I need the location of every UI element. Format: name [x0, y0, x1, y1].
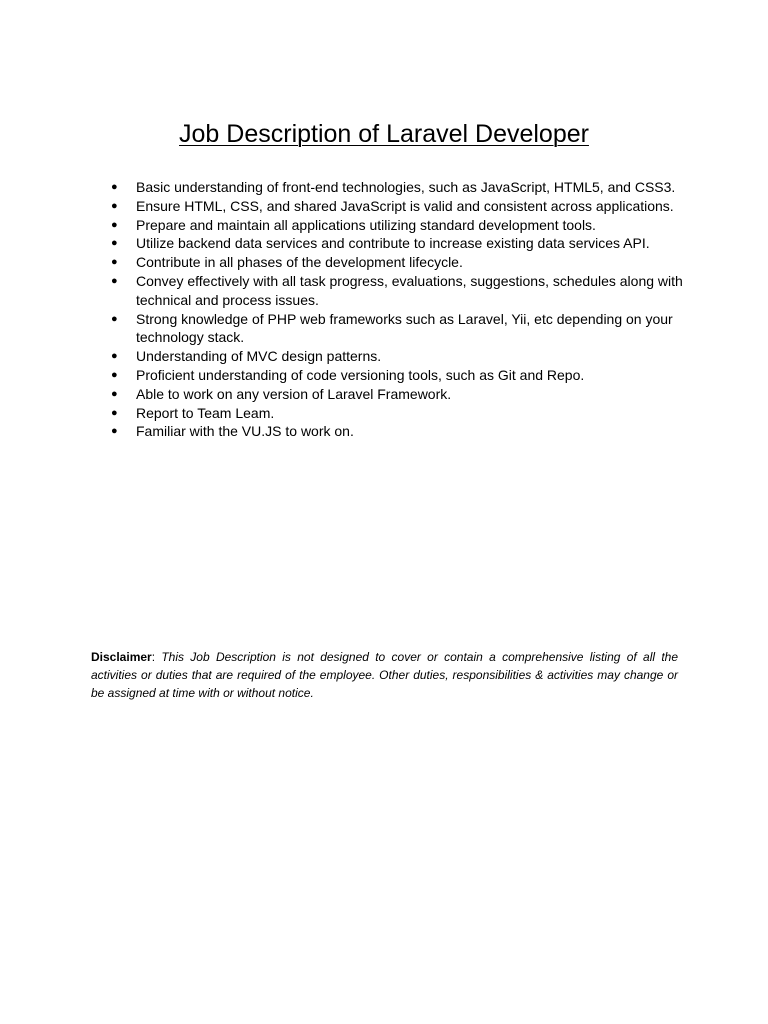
bullet-icon: ●	[111, 350, 118, 363]
duty-text: Utilize backend data services and contribute to increase existing data services API.	[136, 235, 650, 252]
list-item	[106, 178, 706, 197]
bullet-icon: ●	[111, 387, 118, 400]
duty-text: Strong knowledge of PHP web frameworks such as Laravel, Yii, etc depending on your technology stack.	[136, 310, 673, 346]
duties-list	[106, 178, 706, 441]
list-item	[106, 422, 706, 441]
bullet-icon: ●	[111, 406, 118, 419]
bullet-icon: ●	[111, 237, 118, 250]
bullet-icon: ●	[111, 368, 118, 381]
bullet-icon: ●	[111, 256, 118, 269]
disclaimer-separator: :	[151, 650, 162, 664]
duty-text: Basic understanding of front-end technologies, such as JavaScript, HTML5, and CSS3.	[136, 179, 676, 195]
disclaimer-text: This Job Description is not designed to cover or contain a comprehensive listing of all the activities or duties that are required of the employee. Other duties, responsibilities & activities may change or be assigned at time with or without notice.	[91, 650, 679, 700]
duty-text: Proficient understanding of code versioning tools, such as Git and Repo.	[136, 366, 585, 383]
bullet-icon: ●	[111, 312, 118, 325]
duty-text: Report to Team Leam.	[136, 404, 275, 421]
duty-text: Ensure HTML, CSS, and shared JavaScript is valid and consistent across applications.	[136, 197, 674, 214]
bullet-icon: ●	[111, 274, 118, 287]
list-item	[106, 197, 706, 216]
disclaimer-paragraph	[91, 648, 678, 702]
bullet-icon: ●	[111, 425, 118, 438]
duty-text: Familiar with the VU.JS to work on.	[136, 423, 354, 440]
list-item	[106, 272, 706, 310]
list-item	[106, 404, 706, 423]
bullet-icon: ●	[111, 181, 118, 193]
list-item	[106, 310, 706, 348]
duty-text: Convey effectively with all task progress, evaluations, suggestions, schedules along with technical and process issues.	[136, 272, 683, 308]
duty-text: Contribute in all phases of the development lifecycle.	[136, 254, 463, 271]
bullet-icon: ●	[111, 199, 118, 212]
bullet-icon: ●	[111, 218, 118, 231]
list-item	[106, 366, 706, 385]
list-item	[106, 385, 706, 404]
list-item	[106, 216, 706, 235]
list-item	[106, 234, 706, 253]
disclaimer-label: Disclaimer	[91, 650, 152, 664]
duty-text: Able to work on any version of Laravel Framework.	[136, 385, 452, 402]
duty-text: Prepare and maintain all applications utilizing standard development tools.	[136, 216, 596, 233]
list-item	[106, 347, 706, 366]
list-item	[106, 253, 706, 272]
duty-text: Understanding of MVC design patterns.	[136, 348, 382, 365]
document-title: Job Description of Laravel Developer	[179, 120, 589, 148]
